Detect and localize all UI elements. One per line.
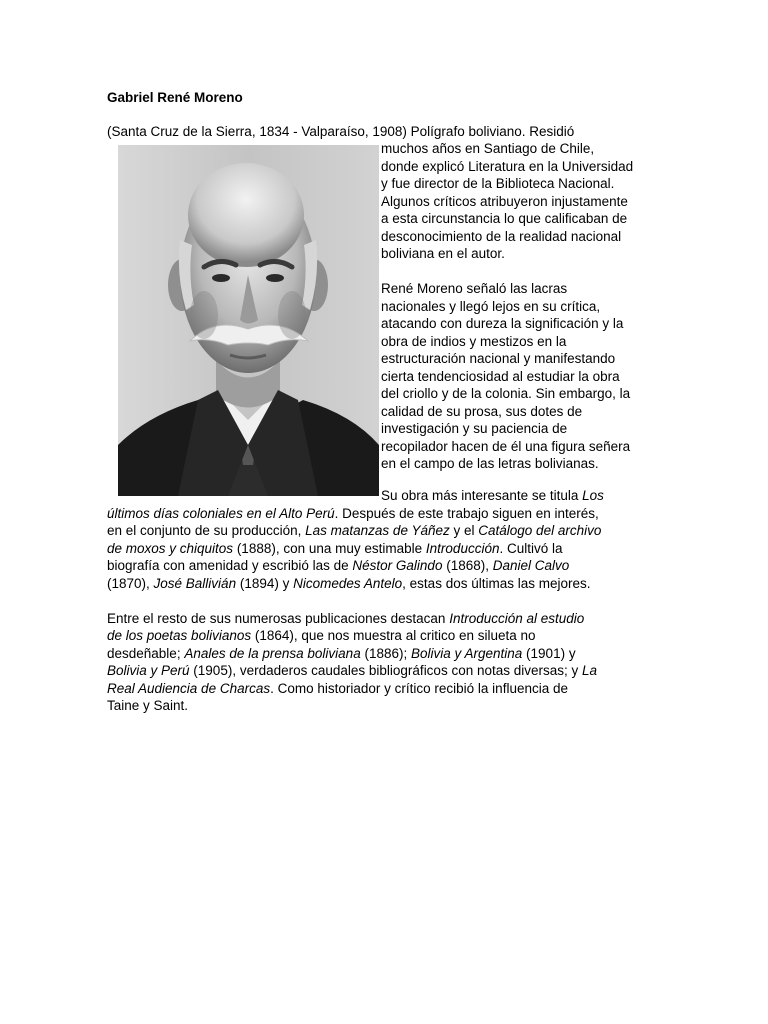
work-title: Anales de la prensa boliviana xyxy=(184,645,361,661)
portrait-illustration xyxy=(118,145,379,496)
paragraph-line: Taine y Saint. xyxy=(107,698,189,713)
paragraph-line xyxy=(107,610,667,628)
paragraph-line xyxy=(107,487,667,505)
paragraph-line: a esta circunstancia lo que calificaban de xyxy=(381,211,628,226)
paragraph-line: muchos años en Santiago de Chile, xyxy=(381,141,595,156)
paragraph-line xyxy=(107,575,667,593)
text-run: (1868), xyxy=(442,558,493,573)
work-title: Nicomedes Antelo xyxy=(293,575,403,591)
work-title: Los xyxy=(582,488,604,503)
text-run: y el xyxy=(449,523,479,538)
paragraph-line xyxy=(107,522,667,540)
intro-text: (Santa Cruz de la Sierra, 1834 - Valparaíso, 1908) Polígrafo boliviano. Residió xyxy=(107,124,575,139)
work-title: Introducción xyxy=(425,540,500,556)
paragraph-line: desconocimiento de la realidad nacional xyxy=(381,228,622,244)
work-title: de moxos y chiquitos xyxy=(107,540,234,556)
paragraph-line xyxy=(107,627,667,645)
page-title: Gabriel René Moreno xyxy=(107,90,243,105)
paragraph-2 xyxy=(381,280,666,473)
paragraph-1 xyxy=(381,140,666,263)
side-text-column xyxy=(381,140,666,473)
paragraph-line: recopilador hacen de él una figura señera xyxy=(381,438,631,454)
work-title: Néstor Galindo xyxy=(352,558,443,573)
work-title: Catálogo del archivo xyxy=(478,523,602,538)
text-run: (1864), que nos muestra al critico en silueta no xyxy=(251,628,536,643)
work-title: Introducción al estudio xyxy=(449,610,585,626)
paragraph-line xyxy=(107,645,667,663)
text-run: (1905), verdaderos caudales bibliográficos con notas diversas; y xyxy=(189,663,583,678)
text-run: . Como historiador y crítico recibió la influencia de xyxy=(270,680,568,696)
paragraph-4 xyxy=(107,610,667,715)
paragraph-line: en el campo de las letras bolivianas. xyxy=(381,456,599,471)
text-run: biografía con amenidad y escribió las de xyxy=(107,558,353,573)
paragraph-line: Algunos críticos atribuyeron injustamente xyxy=(381,193,628,209)
paragraph-3 xyxy=(107,487,667,592)
text-run: . Cultivó la xyxy=(499,540,563,556)
text-run: (1901) y xyxy=(522,645,576,661)
paragraph-line: estructuración nacional y manifestando xyxy=(381,351,616,366)
work-title: La xyxy=(582,663,598,678)
portrait-photo xyxy=(118,145,379,496)
paragraph-line: investigación y su paciencia de xyxy=(381,421,568,436)
paragraph-line: obra de indios y mestizos en la xyxy=(381,333,567,349)
text-run: desdeñable; xyxy=(107,645,185,661)
paragraph-line: nacionales y llegó lejos en su crítica, xyxy=(381,298,601,314)
full-text-block xyxy=(107,487,667,715)
text-run: Su obra más interesante se titula xyxy=(381,488,583,503)
paragraph-line: del criollo y de la colonia. Sin embargo, la xyxy=(381,386,631,401)
text-run: (1888), con una muy estimable xyxy=(233,540,426,556)
text-run: Entre el resto de sus numerosas publicaciones destacan xyxy=(107,610,450,626)
paragraph-line xyxy=(107,505,667,523)
text-run: . Después de este trabajo siguen en interés, xyxy=(334,505,599,521)
text-run: (1870), xyxy=(107,575,154,591)
paragraph-line: donde explicó Literatura en la Universidad xyxy=(381,158,634,174)
paragraph-line: cierta tendenciosidad al estudiar la obra xyxy=(381,368,620,384)
paragraph-line: y fue director de la Biblioteca Nacional. xyxy=(381,176,615,191)
work-title: Daniel Calvo xyxy=(492,558,570,573)
paragraph-line: boliviana en el autor. xyxy=(381,246,505,261)
work-title: Bolivia y Perú xyxy=(107,663,190,678)
work-title: José Ballivián xyxy=(153,575,237,591)
text-run: , estas dos últimas las mejores. xyxy=(402,575,591,591)
text-run: (1886); xyxy=(360,645,411,661)
work-title: últimos días coloniales en el Alto Perú xyxy=(107,505,335,521)
paragraph-line: atacando con dureza la significación y la xyxy=(381,316,624,331)
paragraph-line xyxy=(107,662,667,680)
paragraph-line xyxy=(107,540,667,558)
paragraph-line: calidad de su prosa, sus dotes de xyxy=(381,403,583,419)
work-title: Bolivia y Argentina xyxy=(410,645,523,661)
paragraph-line xyxy=(107,680,667,698)
work-title: Las matanzas de Yáñez xyxy=(305,523,450,538)
paragraph-line xyxy=(107,557,667,575)
work-title: Real Audiencia de Charcas xyxy=(107,680,271,696)
text-run: (1894) y xyxy=(236,575,294,591)
work-title: de los poetas bolivianos xyxy=(107,628,252,643)
paragraph-line: René Moreno señaló las lacras xyxy=(381,281,568,296)
text-run: en el conjunto de su producción, xyxy=(107,523,306,538)
